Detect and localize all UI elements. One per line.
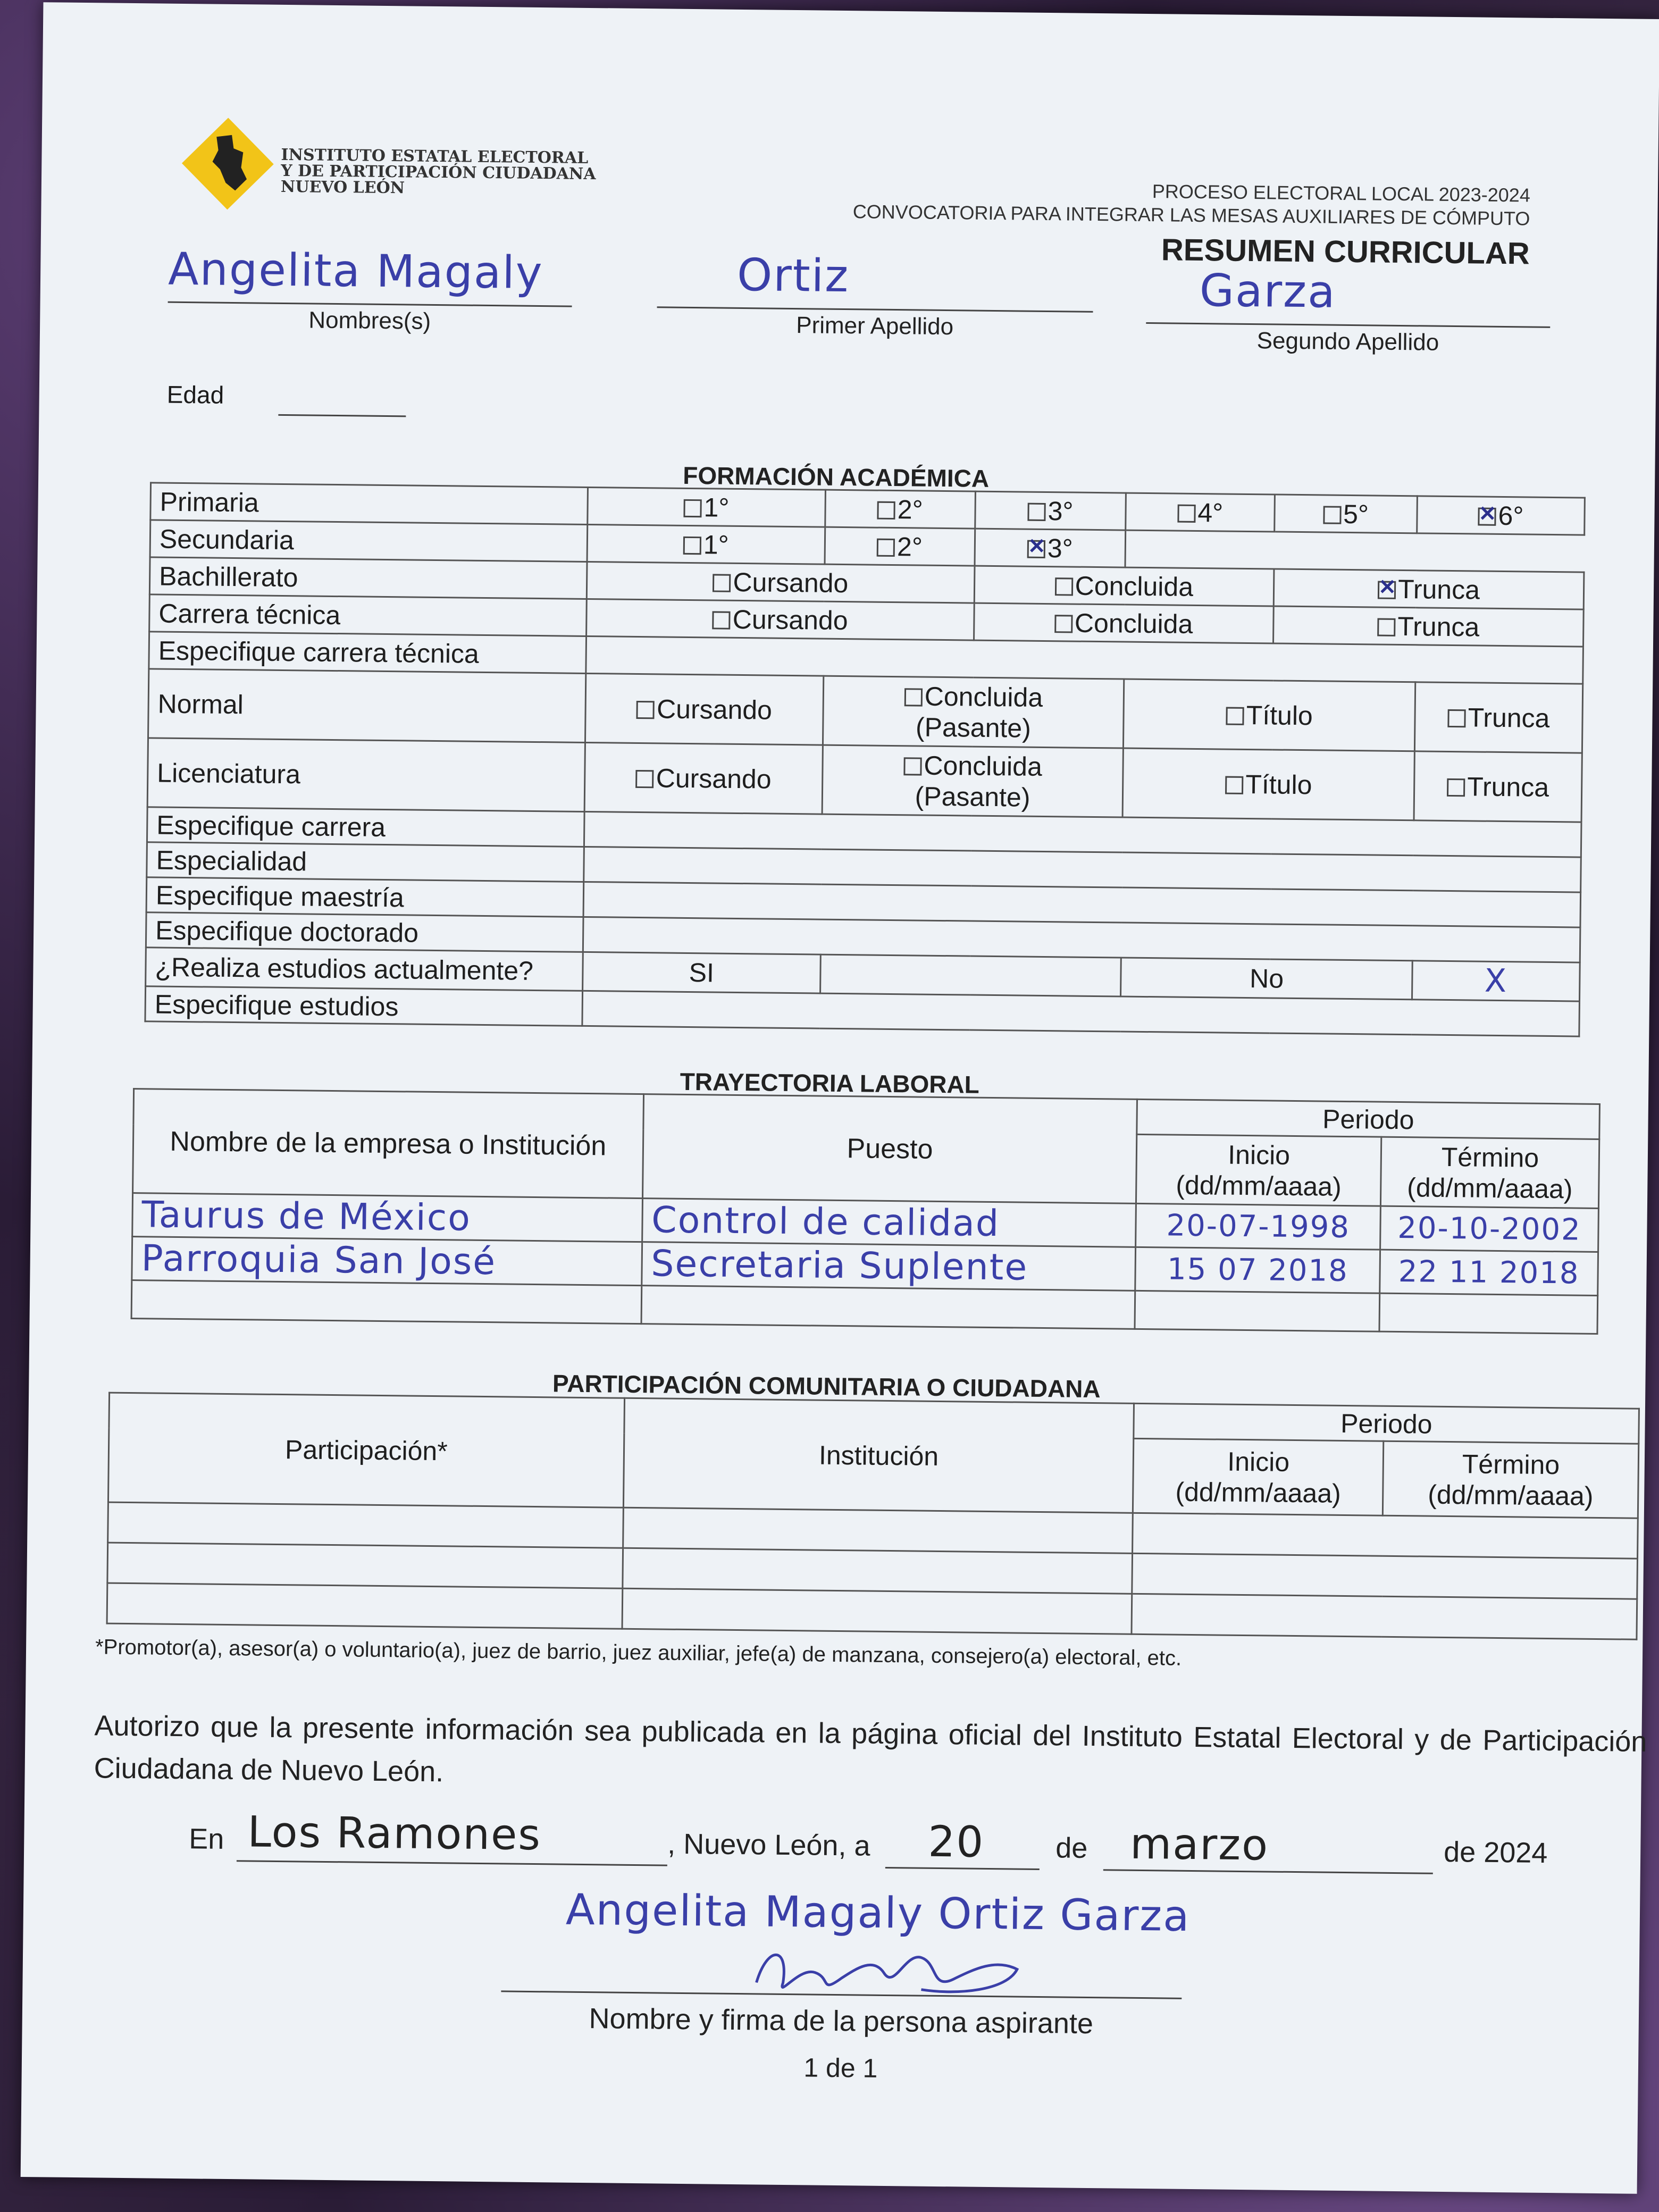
realiza-estudios-si-label: SI — [583, 952, 821, 993]
segundo-apellido-label: Segundo Apellido — [1256, 328, 1439, 356]
empresa-header: Nombre de la empresa o Institución — [133, 1089, 644, 1199]
bachillerato-cursando-checkbox[interactable]: Cursando — [586, 562, 974, 603]
form-paper — [21, 2, 1659, 2194]
primaria-label: Primaria — [150, 483, 588, 525]
termino-cell[interactable] — [1379, 1293, 1598, 1334]
anio-label: de 2024 — [1443, 1836, 1548, 1870]
inicio-header: Inicio (dd/mm/aaaa) — [1133, 1438, 1384, 1515]
secundaria-2-checkbox[interactable]: 2° — [825, 527, 975, 566]
secundaria-3-checkbox[interactable]: ✕ 3° — [975, 529, 1126, 567]
participacion-cell[interactable] — [107, 1543, 623, 1588]
carrera-tecnica-trunca-checkbox[interactable]: Trunca — [1273, 606, 1584, 647]
termino-header: Término (dd/mm/aaaa) — [1383, 1441, 1639, 1518]
realiza-estudios-si-field[interactable] — [820, 954, 1121, 996]
participacion-footnote: *Promotor(a), asesor(a) o voluntario(a), juez de barrio, juez auxiliar, jefe(a) de manzana, consejero(a) electoral, etc. — [95, 1635, 1182, 1670]
inicio-cell[interactable]: 15 07 2018 — [1135, 1247, 1380, 1293]
dia-value[interactable]: 20 — [927, 1816, 985, 1867]
mes-value[interactable]: marzo — [1129, 1819, 1269, 1870]
puesto-cell[interactable]: Control de calidad — [642, 1199, 1136, 1247]
empresa-cell[interactable]: Parroquia San José — [132, 1237, 642, 1286]
nombres-value: Angelita Magaly — [167, 242, 544, 299]
normal-label: Normal — [148, 669, 586, 743]
especifique-carrera-label: Especifique carrera — [147, 807, 584, 847]
en-label: En — [189, 1823, 224, 1855]
nombres-field[interactable] — [167, 243, 573, 332]
primaria-4-checkbox[interactable]: 4° — [1126, 493, 1275, 532]
normal-trunca-checkbox[interactable]: Trunca — [1414, 682, 1582, 753]
normal-cursando-checkbox[interactable]: Cursando — [585, 673, 823, 745]
periodo-cell[interactable] — [1132, 1553, 1637, 1599]
licenciatura-concluida-checkbox[interactable]: Concluida (Pasante) — [822, 745, 1124, 817]
especifique-maestria-label: Especifique maestría — [146, 877, 584, 917]
primaria-6-checkbox[interactable]: ✕ 6° — [1417, 496, 1585, 535]
carrera-tecnica-label: Carrera técnica — [149, 594, 587, 636]
carrera-tecnica-cursando-checkbox[interactable]: Cursando — [586, 599, 974, 640]
termino-header: Término (dd/mm/aaaa) — [1381, 1137, 1599, 1208]
participacion-title: PARTICIPACIÓN COMUNITARIA O CIUDADANA — [552, 1369, 1101, 1403]
realiza-estudios-no-label: No — [1121, 958, 1412, 1000]
signature-name[interactable]: Angelita Magaly Ortiz Garza — [565, 1884, 1191, 1941]
page-number: 1 de 1 — [803, 2052, 878, 2083]
inicio-cell[interactable]: 20-07-1998 — [1136, 1203, 1381, 1250]
primaria-5-checkbox[interactable]: 5° — [1275, 495, 1418, 533]
form-title: RESUMEN CURRICULAR — [1161, 232, 1530, 271]
periodo-header: Periodo — [1137, 1099, 1599, 1139]
termino-cell[interactable]: 20-10-2002 — [1380, 1206, 1599, 1252]
primaria-1-checkbox[interactable]: 1° — [588, 487, 825, 527]
institucion-cell[interactable] — [622, 1588, 1132, 1634]
process-header: PROCESO ELECTORAL LOCAL 2023-2024 CONVOCATORIA PARA INTEGRAR LAS MESAS AUXILIARES DE CÓMPUTO — [852, 180, 1531, 230]
iee-logo — [179, 115, 276, 212]
edad-label: Edad — [166, 380, 224, 409]
lugar-value[interactable]: Los Ramones — [247, 1807, 542, 1860]
primaria-2-checkbox[interactable]: 2° — [825, 490, 975, 529]
authorization-text: Autorizo que la presente información sea publicada en la página oficial del Instituto Estatal Electoral y de Participación Ciudadana de Nuevo León. — [94, 1710, 1647, 1788]
licenciatura-cursando-checkbox[interactable]: Cursando — [584, 742, 823, 814]
puesto-header: Puesto — [642, 1094, 1137, 1204]
empresa-cell[interactable] — [131, 1280, 641, 1324]
periodo-cell[interactable] — [1132, 1594, 1637, 1639]
normal-titulo-checkbox[interactable]: Título — [1124, 679, 1415, 751]
primer-apellido-value: Ortiz — [736, 248, 850, 303]
signature-label: Nombre y firma de la persona aspirante — [589, 2002, 1094, 2040]
realiza-estudios-no-mark[interactable]: X — [1412, 961, 1580, 1001]
institucion-cell[interactable] — [623, 1548, 1133, 1594]
normal-concluida-checkbox[interactable]: Concluida (Pasante) — [823, 676, 1124, 748]
segundo-apellido-field[interactable] — [1146, 264, 1551, 356]
formacion-table — [144, 482, 1585, 1037]
bachillerato-concluida-checkbox[interactable]: Concluida — [974, 566, 1274, 606]
licenciatura-trunca-checkbox[interactable]: Trunca — [1414, 751, 1582, 822]
secundaria-1-checkbox[interactable]: 1° — [587, 524, 825, 564]
licenciatura-titulo-checkbox[interactable]: Título — [1122, 748, 1414, 820]
nuevo-leon-label: , Nuevo León, a — [667, 1828, 870, 1862]
especifique-tecnica-label: Especifique carrera técnica — [149, 632, 586, 674]
formacion-title: FORMACIÓN ACADÉMICA — [683, 461, 990, 492]
periodo-cell[interactable] — [1133, 1513, 1638, 1559]
participacion-cell[interactable] — [107, 1583, 623, 1629]
inicio-header: Inicio (dd/mm/aaaa) — [1136, 1134, 1381, 1206]
especifique-estudios-label: Especifique estudios — [145, 986, 583, 1026]
trayectoria-table — [131, 1088, 1601, 1335]
bachillerato-trunca-checkbox[interactable]: ✕ Trunca — [1273, 569, 1584, 609]
especialidad-label: Especialidad — [147, 842, 584, 882]
primer-apellido-label: Primer Apellido — [796, 312, 954, 340]
edad-field[interactable] — [278, 414, 406, 417]
institute-name: INSTITUTO ESTATAL ELECTORAL Y DE PARTICIPACIÓN CIUDADANA NUEVO LEÓN — [280, 145, 596, 198]
participacion-cell[interactable] — [108, 1502, 624, 1548]
periodo-header: Periodo — [1134, 1403, 1639, 1444]
licenciatura-label: Licenciatura — [147, 738, 585, 812]
participacion-header: Participación* — [108, 1393, 624, 1507]
termino-cell[interactable]: 22 11 2018 — [1380, 1250, 1598, 1295]
especifique-doctorado-label: Especifique doctorado — [146, 912, 583, 952]
de-label: de — [1055, 1832, 1088, 1864]
secundaria-label: Secundaria — [150, 520, 588, 562]
empresa-cell[interactable]: Taurus de México — [132, 1193, 642, 1242]
carrera-tecnica-concluida-checkbox[interactable]: Concluida — [974, 603, 1273, 643]
institucion-cell[interactable] — [623, 1507, 1133, 1553]
inicio-cell[interactable] — [1135, 1291, 1379, 1331]
puesto-cell[interactable]: Secretaria Suplente — [641, 1242, 1136, 1291]
bachillerato-label: Bachillerato — [149, 557, 587, 599]
primer-apellido-field[interactable] — [657, 248, 1094, 338]
participacion-table — [106, 1392, 1640, 1640]
puesto-cell[interactable] — [641, 1286, 1135, 1329]
institucion-header: Institución — [623, 1398, 1134, 1513]
segundo-apellido-value: Garza — [1199, 264, 1337, 318]
primaria-3-checkbox[interactable]: 3° — [975, 491, 1126, 530]
nombres-label: Nombres(s) — [308, 307, 431, 334]
trayectoria-title: TRAYECTORIA LABORAL — [680, 1067, 980, 1099]
realiza-estudios-label: ¿Realiza estudios actualmente? — [146, 948, 583, 991]
